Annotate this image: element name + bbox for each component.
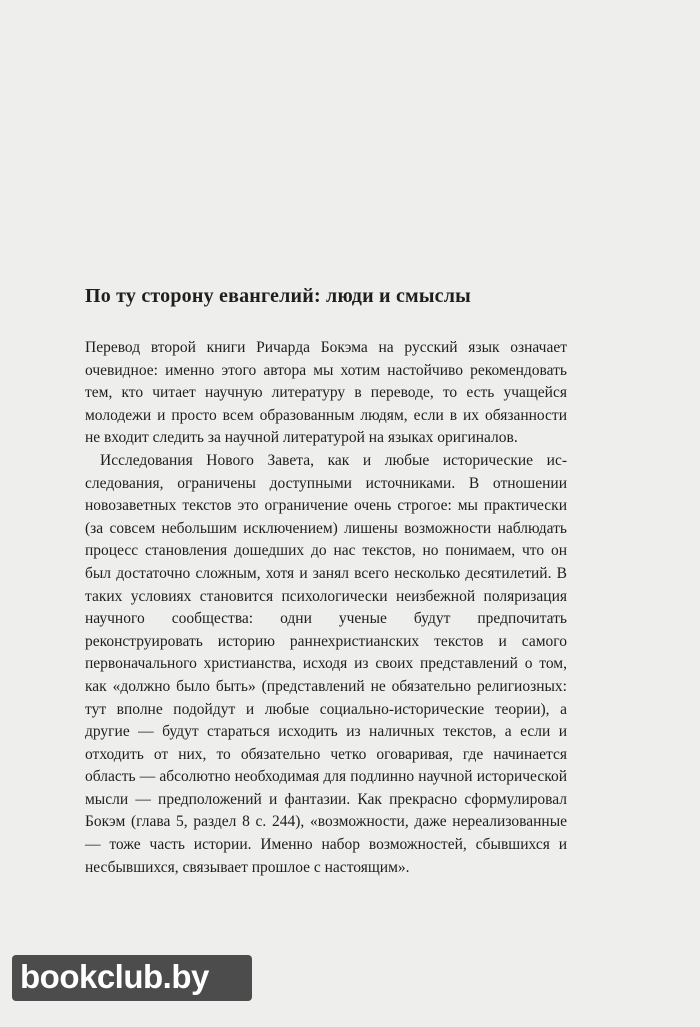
page-content (85, 283, 567, 879)
paragraph-1: Перевод второй книги Ричарда Бокэма на русский язык означает очевидное: именно этого автора мы хотим настойчиво рекомендовать тем, кто читает научную литературу в переводе, то есть учащейся молодежи и просто всем образованным людям, если в их обязанности не входит следить за научной литературой на языках оригиналов. (85, 339, 567, 447)
paragraph-2: Исследования Нового Завета, как и любые исторические исследования, ограничены доступными источниками. В отношении новозаветных текстов это ограничение очень строгое: мы практически (за совсем небольшим исключением) лишены возможности наблюдать процесс становления дошедших до нас текстов, но понимаем, что он был достаточно сложным, хотя и занял всего несколько десятилетий. В таких условиях становится психологически неизбежной поляризация научного сообщества: одни ученые будут предпочитать реконструировать историю раннехристианских текстов и самого первоначального христианства, исходя из своих представлений о том, как «должно было быть» (представлений не обязательно религиозных: тут вполне подойдут и любые социально-исторические теории), а другие — будут стараться исходить из наличных текстов, а если и отходить от них, то обязательно четко оговаривая, где начинается область — абсолютно необходимая для подлинно научной исторической мысли — предположений и фантазии. Как прекрасно сформулировал Бокэм (глава 5, раздел 8 с. 244), «возможности, даже нереализованные — тоже часть истории. Именно набор возможностей, сбывшихся и несбывшихся, связывает прошлое с настоящим». (85, 451, 567, 876)
chapter-heading: По ту сторону евангелий: люди и смыслы (85, 285, 471, 307)
watermark-logo: bookclub.by (20, 958, 209, 995)
